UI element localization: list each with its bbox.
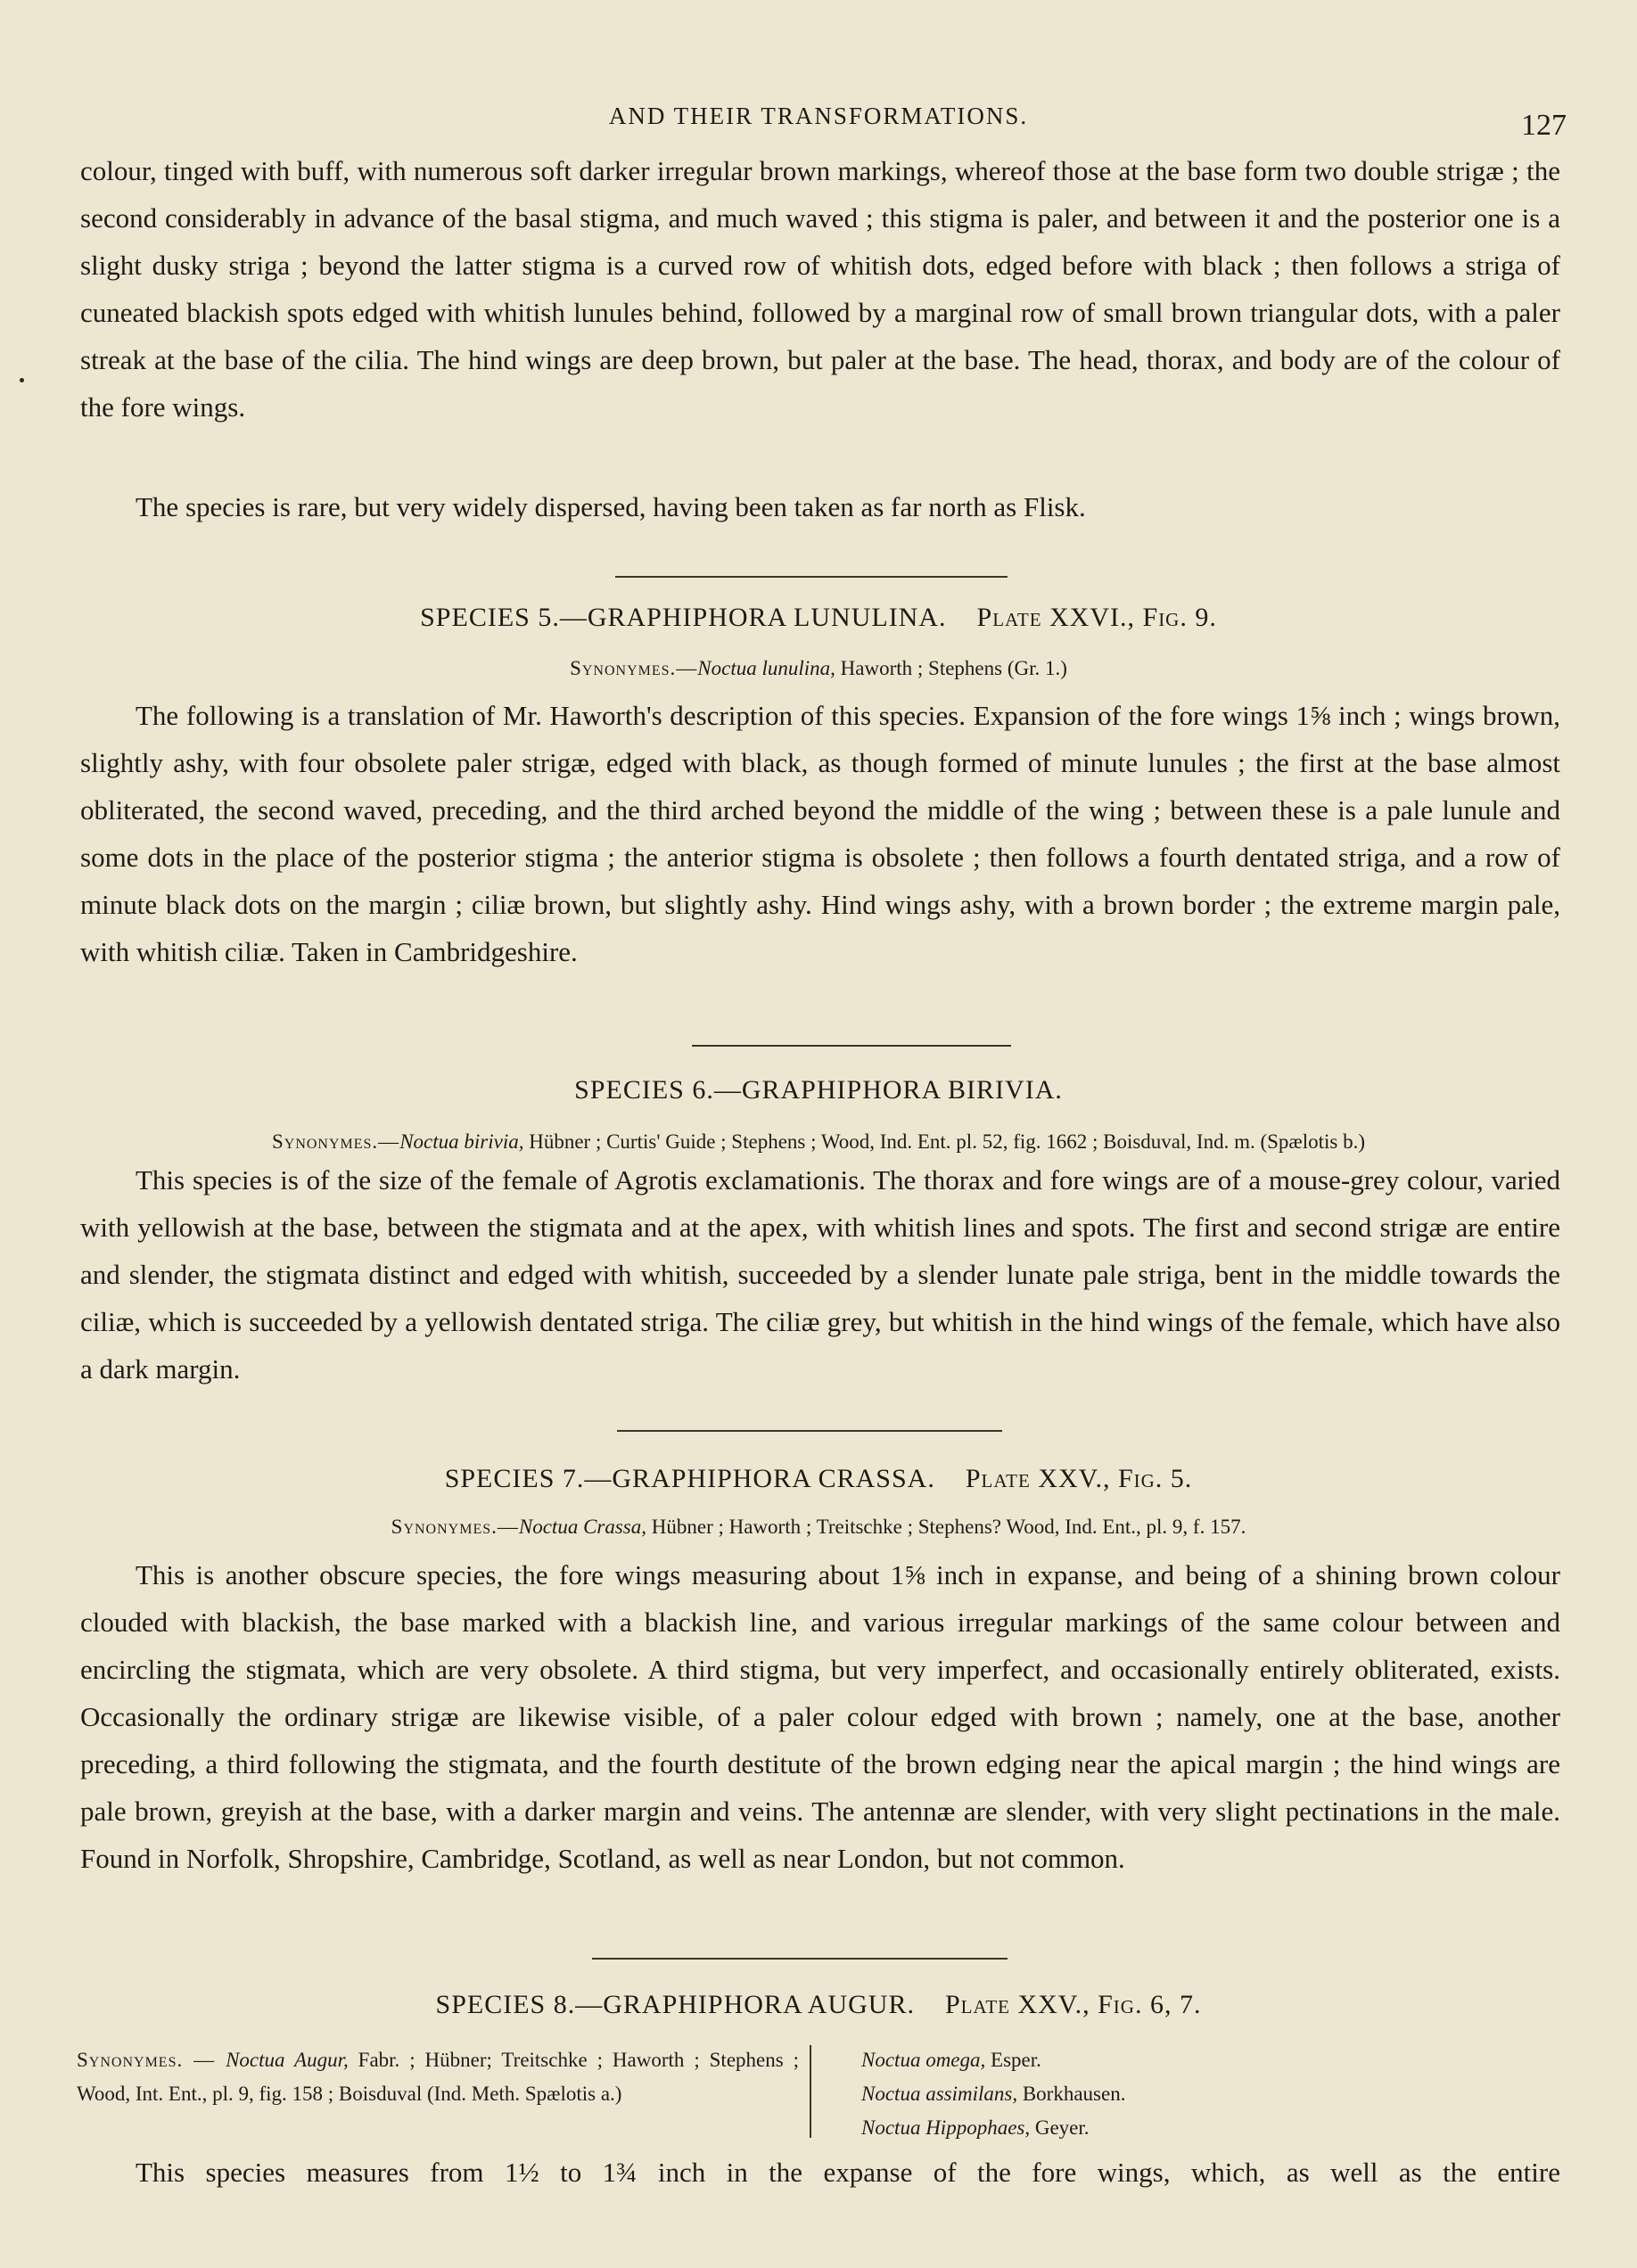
intro-section [80, 147, 1560, 431]
section-divider [692, 1045, 1011, 1047]
species-8-heading [0, 1990, 1637, 2020]
synonymes-label: Synonymes.— [570, 657, 698, 679]
intro-section-2 [80, 483, 1560, 530]
synonym-author: Geyer. [1030, 2116, 1090, 2139]
species-5-heading [0, 603, 1637, 633]
species-5-description-block [80, 692, 1560, 975]
synonym-authors: Hübner ; Curtis' Guide ; Stephens ; Wood, Ind. Ent. pl. 52, fig. 1662 ; Boisduval, Ind. m. (Spælotis b.) [523, 1130, 1366, 1153]
intro-paragraph: colour, tinged with buff, with numerous soft darker irregular brown markings, whereof those at the base form two double strigæ ; the second considerably in advance of the basal stigma, and much waved ; this stigma is paler, and between it and the posterior one is a slight dusky striga ; beyond the latter stigma is a curved row of whitish dots, edged before with black ; then follows a striga of cuneated blackish spots edged with whitish lunules behind, followed by a marginal row of small brown triangular dots, with a paler streak at the base of the cilia. The hind wings are deep brown, but paler at the base. The head, thorax, and body are of the colour of the fore wings. [80, 155, 1560, 423]
running-head: AND THEIR TRANSFORMATIONS. [608, 103, 1029, 129]
species-8-description-block [80, 2149, 1560, 2196]
synonymes-label: Synonymes.— [271, 1130, 400, 1153]
section-divider [592, 1958, 1008, 1960]
species-7-title: SPECIES 7.—GRAPHIPHORA CRASSA. [444, 1464, 935, 1493]
synonym-entry [861, 2043, 1307, 2077]
species-5-description: The following is a translation of Mr. Haworth's description of this species. Expansion of the fore wings 1⅝ inch ; wings brown, slightly ashy, with four obsolete paler strigæ, edged with black, as though formed of minute lunules ; the first at the base almost obliterated, the second waved, preceding, and the third arched beyond the middle of the wing ; between these is a pale lunule and some dots in the place of the posterior stigma ; the anterior stigma is obsolete ; then follows a fourth dentated striga, and a row of minute black dots on the margin ; ciliæ brown, but slightly ashy. Hind wings ashy, with a brown border ; the extreme margin pale, with whitish ciliæ. Taken in Cambridgeshire. [80, 700, 1560, 967]
species-5-plate: Plate XXVI., Fig. 9. [976, 603, 1217, 632]
synonym-name: Noctua lunulina, [697, 657, 835, 679]
species-8-synonymes-left [77, 2043, 799, 2111]
synonym-author: Borkhausen. [1017, 2083, 1126, 2105]
synonym-name: Noctua assimilans, [861, 2083, 1018, 2105]
synonym-author: Esper. [985, 2049, 1041, 2071]
synonym-entry [861, 2111, 1307, 2145]
species-6-description-block [80, 1156, 1560, 1393]
synonym-authors: Haworth ; Stephens (Gr. 1.) [835, 657, 1067, 679]
species-6-description: This species is of the size of the female of Agrotis exclamationis. The thorax and fore wings are of a mouse-grey colour, varied with yellowish at the base, between the stigmata and at the apex, with whitish lines and spots. The first and second strigæ are entire and slender, the stigmata distinct and edged with whitish, succeeded by a slender lunate pale striga, bent in the middle towards the ciliæ, which is succeeded by a yellowish dentated striga. The ciliæ grey, but whitish in the hind wings of the female, which have also a dark margin. [80, 1164, 1560, 1385]
species-8-title: SPECIES 8.—GRAPHIPHORA AUGUR. [435, 1990, 915, 2019]
species-7-plate: Plate XXV., Fig. 5. [965, 1464, 1193, 1493]
synonymes-label: Synonymes. — [77, 2049, 226, 2071]
synonymes-label: Synonymes.— [391, 1516, 519, 1538]
section-divider [615, 576, 1008, 578]
synonym-authors: Fabr. ; Hübner; Treitschke ; Haworth ; Stephens ; Wood, Int. Ent., pl. 9, fig. 158 ; Boisduval (Ind. Meth. Spælotis a.) [77, 2049, 800, 2105]
synonym-name: Noctua Hippophaes, [861, 2116, 1031, 2139]
synonym-name: Noctua omega, [861, 2049, 986, 2071]
intro-paragraph-2: The species is rare, but very widely dispersed, having been taken as far north as Flisk. [136, 491, 1086, 522]
synonym-entry [861, 2077, 1307, 2111]
species-5-title: SPECIES 5.—GRAPHIPHORA LUNULINA. [420, 603, 947, 632]
synonym-name: Noctua Augur, [226, 2049, 349, 2071]
species-7-description: This is another obscure species, the fore wings measuring about 1⅝ inch in expanse, and being of a shining brown colour clouded with blackish, the base marked with a blackish line, and various irregular markings of the same colour between and encircling the stigmata, which are very obsolete. A third stigma, but very imperfect, and occasionally entirely obliterated, exists. Occasionally the ordinary strigæ are likewise visible, of a paler colour edged with brown ; namely, one at the base, another preceding, a third following the stigmata, and the fourth destitute of the brown edging near the apical margin ; the hind wings are pale brown, greyish at the base, with a darker margin and veins. The antennæ are slender, with very slight pectinations in the male. Found in Norfolk, Shropshire, Cambridge, Scotland, as well as near London, but not common. [80, 1559, 1560, 1874]
synonym-authors: Hübner ; Haworth ; Treitschke ; Stephens? Wood, Ind. Ent., pl. 9, f. 157. [646, 1516, 1246, 1538]
synonym-name: Noctua Crassa, [518, 1516, 647, 1538]
species-8-synonymes-right [861, 2043, 1307, 2145]
page-number: 127 [1521, 109, 1567, 142]
species-6-title: SPECIES 6.—GRAPHIPHORA BIRIVIA. [574, 1075, 1063, 1105]
species-8-description: This species measures from 1½ to 1¾ inch in the expanse of the fore wings, which, as well as the entire [136, 2157, 1560, 2188]
species-6-synonymes [0, 1130, 1637, 1154]
species-8-plate: Plate XXV., Fig. 6, 7. [944, 1990, 1202, 2019]
species-6-heading [0, 1075, 1637, 1105]
species-7-heading [0, 1464, 1637, 1494]
stray-mark [20, 378, 24, 382]
species-5-synonymes [0, 657, 1637, 680]
synonym-column-divider [810, 2045, 811, 2138]
species-7-synonymes [0, 1516, 1637, 1539]
synonym-name: Noctua birivia, [399, 1130, 524, 1153]
species-7-description-block [80, 1551, 1560, 1882]
section-divider [617, 1430, 1002, 1432]
